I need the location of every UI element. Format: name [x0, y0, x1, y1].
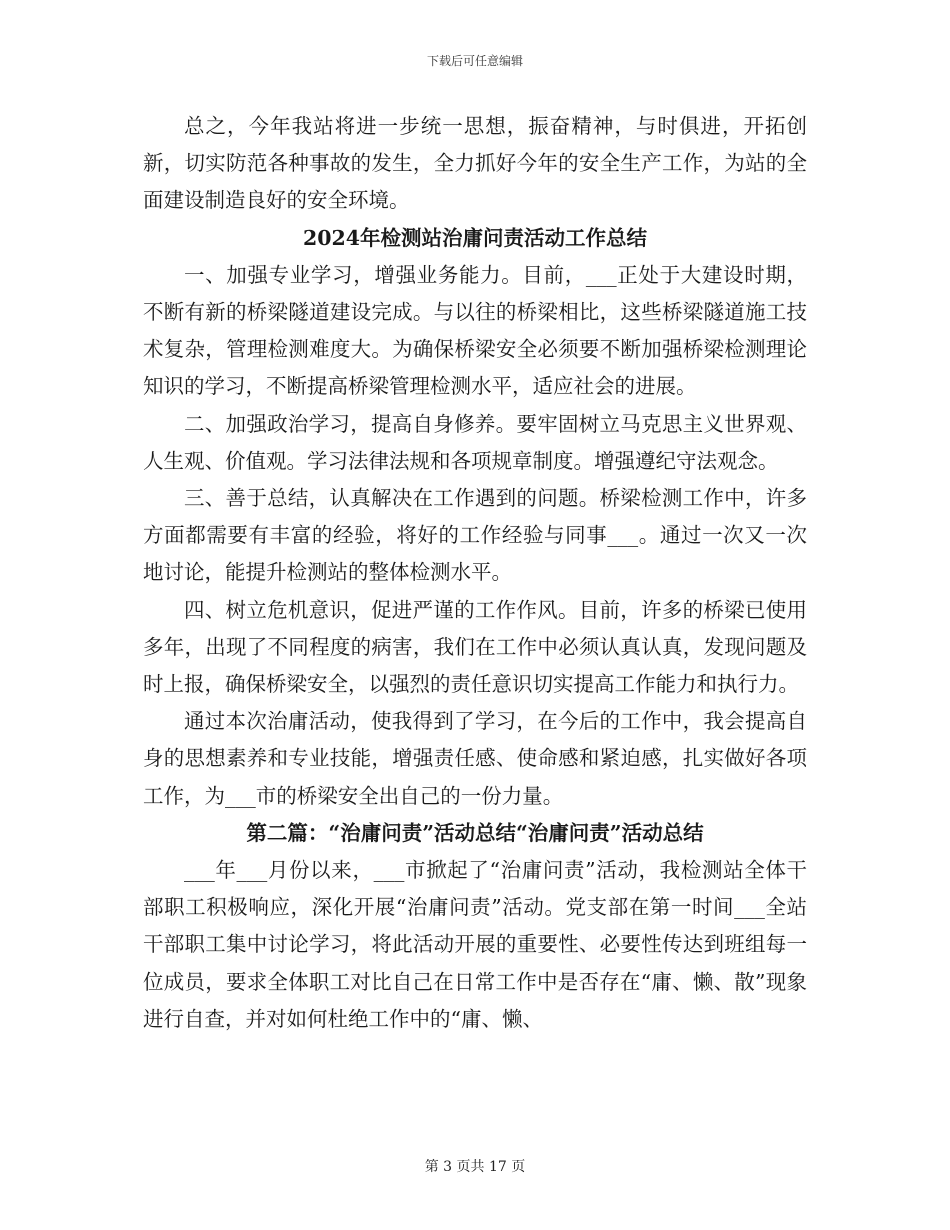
- page-footer: 第 3 页共 17 页: [424, 1159, 526, 1175]
- document-body: [143, 108, 807, 1038]
- paragraph: 四、树立危机意识，促进严谨的工作作风。目前，许多的桥梁已使用多年，出现了不同程度的病害，我们在工作中必须认真认真，发现问题及时上报，确保桥梁安全，以强烈的责任意识切实提高工作能力和执行力。: [143, 597, 807, 697]
- paragraph-intro: 总之，今年我站将进一步统一思想，振奋精神，与时俱进，开拓创新，切实防范各种事故的发生，全力抓好今年的安全生产工作，为站的全面建设制造良好的安全环境。: [143, 114, 807, 213]
- section-title-2: 第二篇：“治庸问责”活动总结“治庸问责”活动总结: [246, 820, 704, 845]
- section-title-1: 2024年检测站治庸问责活动工作总结: [302, 225, 648, 250]
- page-header: 下载后可任意编辑: [426, 54, 523, 68]
- paragraph: 通过本次治庸活动，使我得到了学习，在今后的工作中，我会提高自身的思想素养和专业技能，增强责任感、使命感和紧迫感，扎实做好各项工作，为___市的桥梁安全出自己的一份力量。: [143, 709, 807, 808]
- paragraph: 二、加强政治学习，提高自身修养。要牢固树立马克思主义世界观、人生观、价值观。学习法律法规和各项规章制度。增强遵纪守法观念。: [143, 411, 807, 473]
- paragraph: 三、善于总结，认真解决在工作遇到的问题。桥梁检测工作中，许多方面都需要有丰富的经验，将好的工作经验与同事___。通过一次又一次地讨论，能提升检测站的整体检测水平。: [143, 486, 807, 585]
- paragraph: 一、加强专业学习，增强业务能力。目前，___正处于大建设时期，不断有新的桥梁隧道建设完成。与以往的桥梁相比，这些桥梁隧道施工技术复杂，管理检测难度大。为确保桥梁安全必须要不断加强桥梁检测理论知识的学习，不断提高桥梁管理检测水平，适应社会的进展。: [143, 262, 807, 399]
- paragraph: ___年___月份以来，___市掀起了“治庸问责”活动，我检测站全体干部职工积极响应，深化开展“治庸问责”活动。党支部在第一时间___全站干部职工集中讨论学习，将此活动开展的重要性、必要性传达到班组每一位成员，要求全体职工对比自己在日常工作中是否存在“庸、懒、散”现象进行自查，并对如何杜绝工作中的“庸、懒、: [143, 858, 807, 1031]
